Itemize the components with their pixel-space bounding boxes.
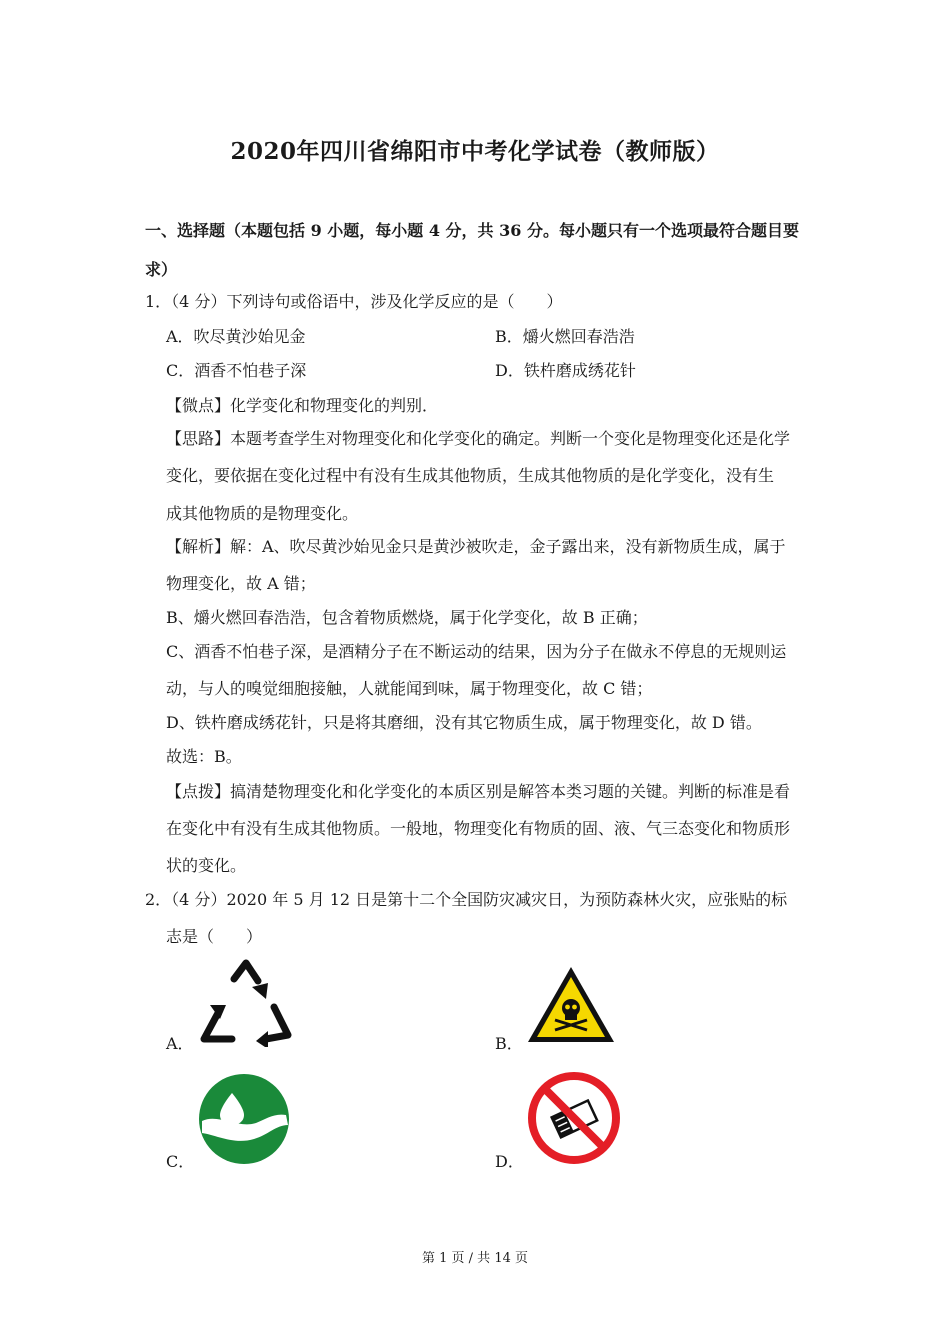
question-1-option-a: A．吹尽黄沙始见金 [166,327,306,346]
water-saving-icon [198,1073,290,1165]
question-2-stem-line1: 2．（4 分）2020 年 5 月 12 日是第十二个全国防灾减灾日，为预防森林火灾，应张贴的标 [145,890,788,909]
section-heading-line1: 一、选择题（本题包括 9 小题，每小题 4 分，共 36 分。每小题只有一个选项最符合题目要 [145,221,799,240]
page-footer: 第 1 页 / 共 14 页 [422,1251,528,1266]
question-1-option-c: C．酒香不怕巷子深 [166,361,307,380]
page-title: 2020年四川省绵阳市中考化学试卷（教师版） [230,138,720,165]
section-heading-line2: 求） [145,260,178,279]
question-1-jiexi-line: 动，与人的嗅觉细胞接触，人就能闻到味，属于物理变化，故 C 错； [166,679,653,698]
question-1-silu-line: 【思路】本题考查学生对物理变化和化学变化的确定。判断一个变化是物理变化还是化学 [166,429,791,448]
question-1-dianbo-line: 在变化中有没有生成其他物质。一般地，物理变化有物质的固、液、气三态变化和物质形 [166,819,791,838]
question-1-option-d: D．铁杵磨成绣花针 [495,361,636,380]
question-1-jiexi-line: 【解析】解：A、吹尽黄沙始见金只是黄沙被吹走，金子露出来，没有新物质生成，属于 [166,537,786,556]
question-1-silu-line: 变化，要依据在变化过程中有没有生成其他物质，生成其他物质的是化学变化，没有生 [166,466,775,485]
question-2-option-c-label: C． [166,1152,195,1171]
poison-warning-icon [525,964,617,1046]
question-1-silu-line: 成其他物质的是物理变化。 [166,504,359,523]
question-1-jiexi-line: 故选：B。 [166,747,242,766]
question-1-jiexi-line: D、铁杵磨成绣花针，只是将其磨细，没有其它物质生成，属于物理变化，故 D 错。 [166,713,762,732]
question-1-jiexi-line: 物理变化，故 A 错； [166,574,316,593]
question-1-dianbo-line: 【点拨】搞清楚物理变化和化学变化的本质区别是解答本类习题的关键。判断的标准是看 [166,782,791,801]
question-1-jiexi-line: B、爝火燃回春浩浩，包含着物质燃烧，属于化学变化，故 B 正确； [166,608,648,627]
question-1-dianbo-line: 状的变化。 [166,856,247,875]
question-2-stem-line2: 志是（ ） [166,927,263,946]
no-matches-icon [527,1071,621,1165]
question-1-weidian: 【微点】化学变化和物理变化的判别． [166,396,439,415]
question-2-option-a-label: A． [166,1034,194,1053]
question-1-option-b: B．爝火燃回春浩浩 [495,327,635,346]
question-2-option-d-label: D． [495,1152,524,1171]
recycle-icon [196,957,296,1047]
question-1-stem: 1．（4 分）下列诗句或俗语中，涉及化学反应的是（ ） [145,292,563,311]
question-1-jiexi-line: C、酒香不怕巷子深，是酒精分子在不断运动的结果，因为分子在做永不停息的无规则运 [166,642,787,661]
question-2-option-b-label: B． [495,1034,523,1053]
